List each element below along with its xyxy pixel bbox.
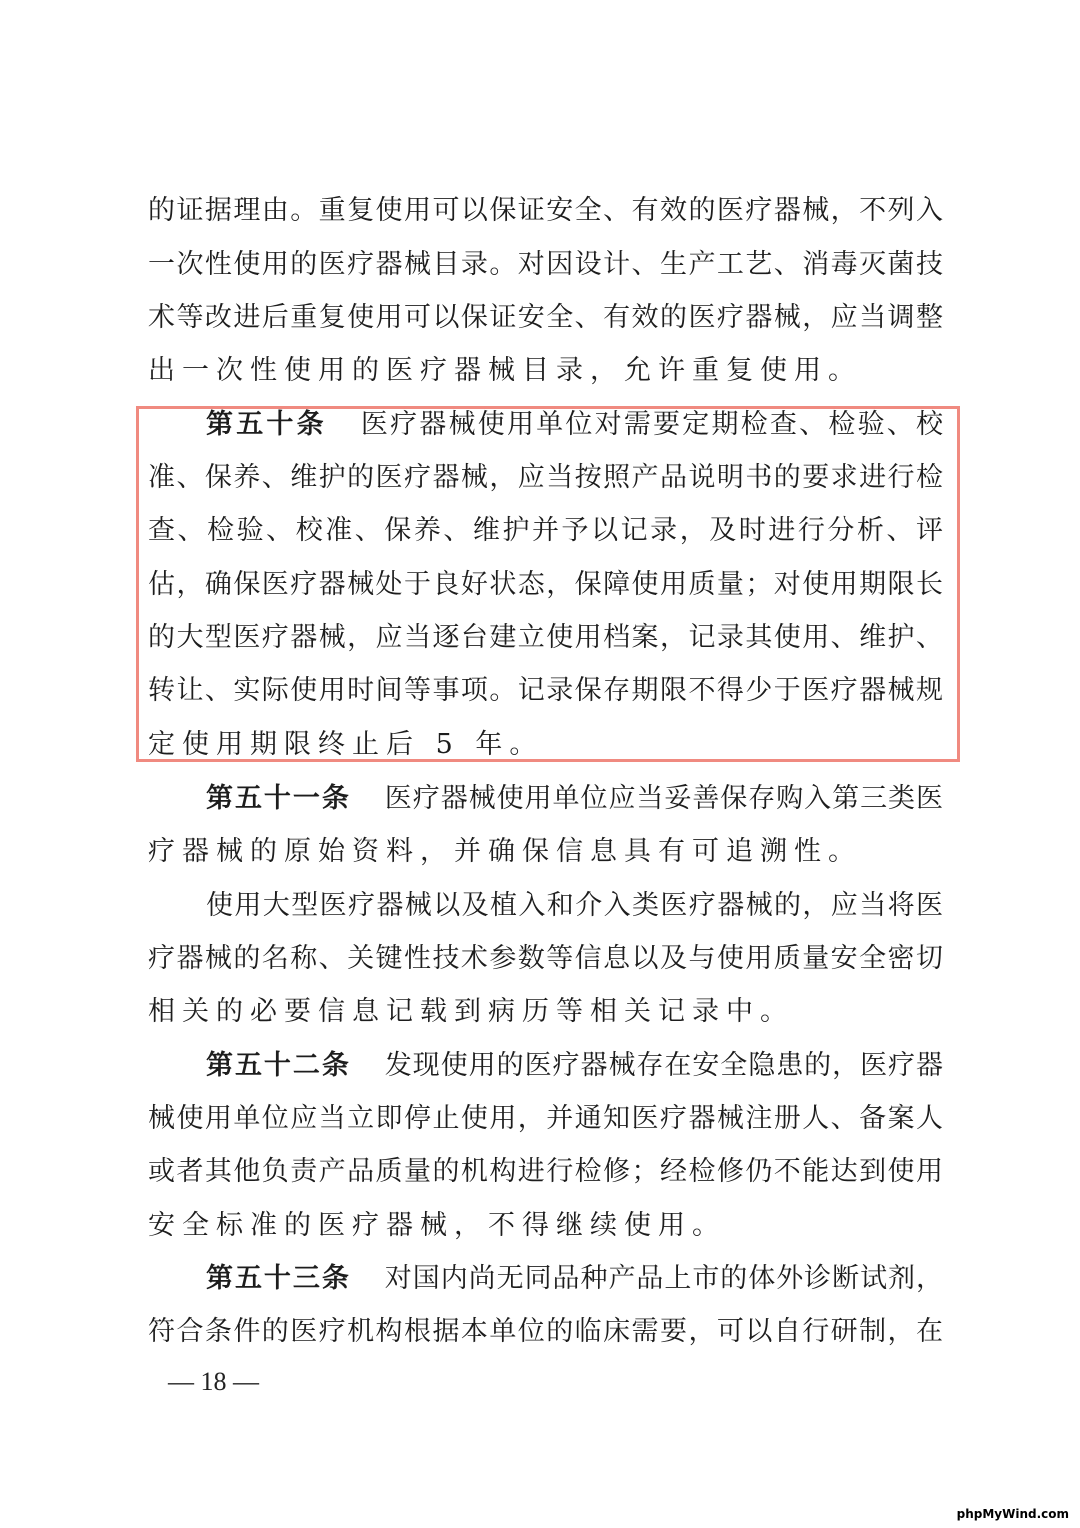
text-line: 查、检验、校准、保养、维护并予以记录，及时进行分析、评	[148, 515, 943, 546]
text-line: 疗器械的名称、关键性技术参数等信息以及与使用质量安全密切	[148, 943, 943, 974]
text-line: 准、保养、维护的医疗器械，应当按照产品说明书的要求进行检	[148, 462, 943, 493]
article-51-first-line	[206, 772, 943, 826]
text-line: 相关的必要信息记载到病历等相关记录中。	[148, 996, 794, 1027]
text-line: 转让、实际使用时间等事项。记录保存期限不得少于医疗器械规	[148, 675, 943, 706]
text-line: 的大型医疗器械，应当逐台建立使用档案，记录其使用、维护、	[148, 622, 943, 653]
article-53-first-line	[206, 1252, 943, 1306]
text-line: 符合条件的医疗机构根据本单位的临床需要，可以自行研制，在	[148, 1316, 943, 1347]
article-heading: 第五十二条	[206, 1050, 351, 1081]
article-heading: 第五十三条	[206, 1263, 351, 1294]
text-line: 估，确保医疗器械处于良好状态，保障使用质量；对使用期限长	[148, 569, 943, 600]
text-segment: 医疗器械使用单位应当妥善保存购入第三类医	[384, 783, 943, 814]
text-line: 使用大型医疗器械以及植入和介入类医疗器械的，应当将医	[206, 890, 943, 921]
text-segment: 发现使用的医疗器械存在安全隐患的，医疗器	[384, 1050, 943, 1081]
article-52-first-line	[206, 1039, 943, 1093]
text-line: 的证据理由。重复使用可以保证安全、有效的医疗器械，不列入	[148, 195, 943, 226]
watermark: phpMyWind.com	[954, 1506, 1072, 1522]
page-number: — 18 —	[168, 1367, 259, 1396]
text-line: 一次性使用的医疗器械目录。对因设计、生产工艺、消毒灭菌技	[148, 249, 943, 280]
text-line: 械使用单位应当立即停止使用，并通知医疗器械注册人、备案人	[148, 1103, 943, 1134]
text-line: 出一次性使用的医疗器械目录，允许重复使用。	[148, 355, 862, 386]
text-line: 术等改进后重复使用可以保证安全、有效的医疗器械，应当调整	[148, 302, 943, 333]
article-50-first-line	[206, 398, 943, 452]
text-line: 安全标准的医疗器械，不得继续使用。	[148, 1210, 726, 1241]
text-segment: 医疗器械使用单位对需要定期检查、检验、校	[360, 409, 943, 440]
text-line: 疗器械的原始资料，并确保信息具有可追溯性。	[148, 836, 862, 867]
text-line: 定使用期限终止后 5 年。	[148, 729, 544, 760]
text-segment: 对国内尚无同品种产品上市的体外诊断试剂，	[384, 1263, 943, 1294]
article-heading: 第五十条	[206, 409, 327, 440]
article-heading: 第五十一条	[206, 783, 351, 814]
text-line: 或者其他负责产品质量的机构进行检修；经检修仍不能达到使用	[148, 1156, 943, 1187]
